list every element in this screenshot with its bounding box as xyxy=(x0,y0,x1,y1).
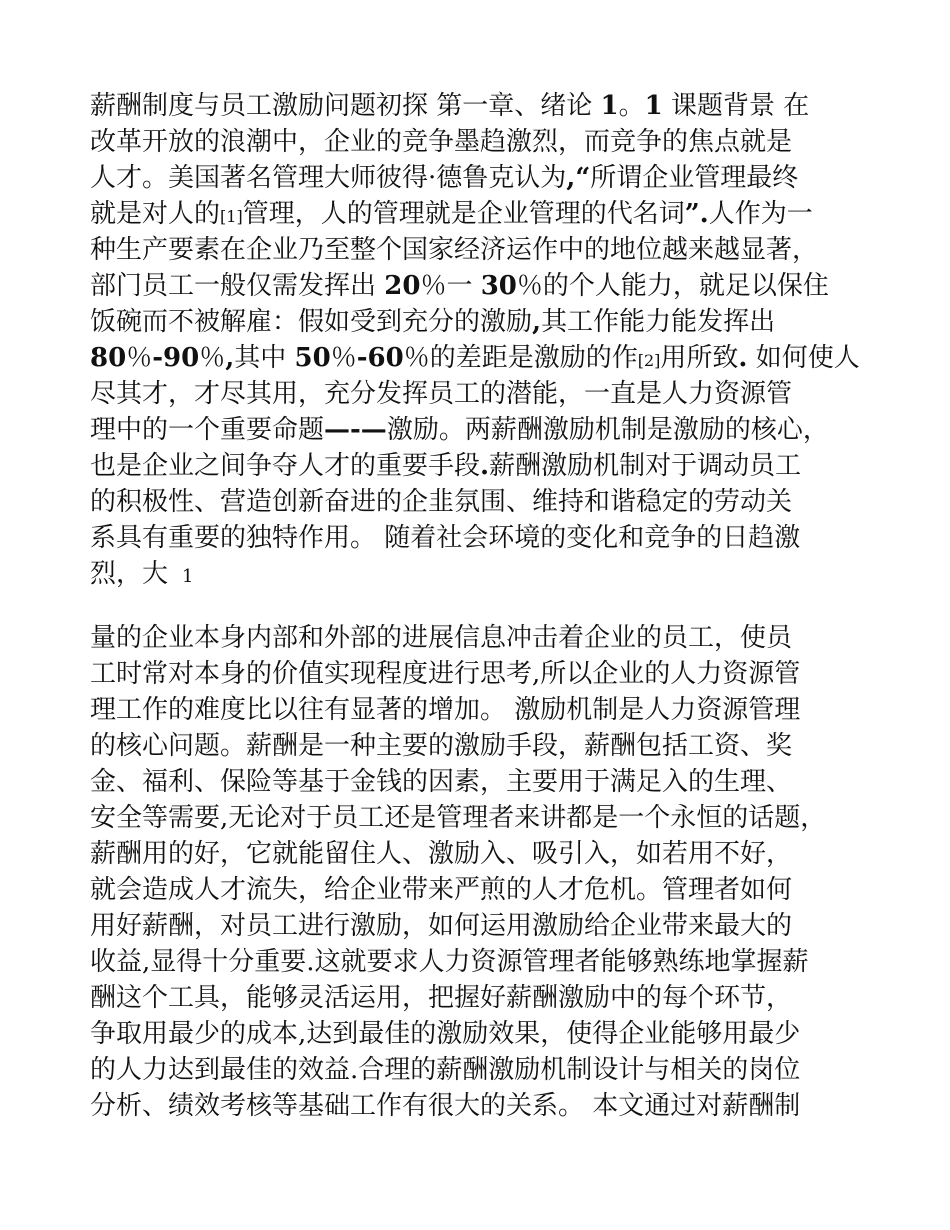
text-run: 的核心问题。薪酬是一种主要的激励手段，薪酬包括工资、奖 xyxy=(90,731,793,761)
text-line xyxy=(90,124,880,160)
text-line xyxy=(90,872,880,908)
text-run: 金、福利、保险等基于金钱的因素，主要用于满足入的生理、 xyxy=(90,767,793,797)
text-run: 系具有重要的独特作用。 随着社会环境的变化和竞争的日趋激 xyxy=(90,523,801,553)
bold-text-run: . xyxy=(738,343,748,373)
bold-text-run: -90 xyxy=(152,343,200,373)
text-line xyxy=(90,836,880,872)
document-section-1 xyxy=(90,88,880,592)
text-line xyxy=(90,764,880,800)
text-run: 。 xyxy=(618,91,645,121)
bold-text-run: ”. xyxy=(684,199,709,229)
text-run: 争取用最少的成本,达到最佳的激励效果，使得企业能够用最少 xyxy=(90,1019,801,1049)
text-run: 尽其才，才尽其用，充分发挥员工的潜能，一直是人力资源管 xyxy=(90,379,793,409)
text-line xyxy=(90,160,880,196)
bold-text-run: , xyxy=(225,343,235,373)
text-line xyxy=(90,800,880,836)
text-run: 人作为一 xyxy=(708,199,813,229)
text-run: 用所致 xyxy=(660,343,739,373)
text-run: 理工作的难度比以往有显著的增加。 激励机制是人力资源管理 xyxy=(90,695,801,725)
bold-text-run: -60 xyxy=(356,343,404,373)
text-run: 所谓企业管理最终 xyxy=(590,163,799,193)
text-line xyxy=(90,1088,880,1124)
text-line xyxy=(90,728,880,764)
text-line xyxy=(90,376,880,412)
text-run: 也是企业之间争夺人才的重要手段 xyxy=(90,451,481,481)
text-run: 薪酬用的好，它就能留住人、激励入、吸引入，如若用不好， xyxy=(90,839,793,869)
text-run: 理中的一个重要命题 xyxy=(90,415,325,445)
text-run: ％的差距是激励的作 xyxy=(403,343,638,373)
text-line xyxy=(90,556,880,592)
text-line xyxy=(90,88,880,124)
text-line xyxy=(90,980,880,1016)
text-run: 人才。美国著名管理大师彼得·德鲁克认为 xyxy=(90,163,567,193)
document-section-2 xyxy=(90,620,880,1124)
text-run: 收益,显得十分重要.这就要求人力资源管理者能够熟练地掌握薪 xyxy=(90,947,809,977)
text-run: 工时常对本身的价值实现程度进行思考,所以企业的人力资源管 xyxy=(90,659,801,689)
text-run: ％ xyxy=(330,343,357,373)
text-run: 的积极性、营造创新奋进的企韭氛围、维持和谐稳定的劳动关 xyxy=(90,487,793,517)
text-line xyxy=(90,304,880,340)
text-run: 安全等需要,无论对于员工还是管理者来讲都是一个永恒的话题， xyxy=(90,803,827,833)
text-run: ％的个人能力，就足以保住 xyxy=(516,271,829,301)
text-line xyxy=(90,908,880,944)
citation-marker: [1] xyxy=(220,207,243,226)
bold-text-run: ,“ xyxy=(566,163,591,193)
text-line xyxy=(90,656,880,692)
text-line xyxy=(90,484,880,520)
text-run: 烈，大 xyxy=(90,559,169,589)
text-run: 酬这个工具，能够灵活运用，把握好薪酬激励中的每个环节， xyxy=(90,983,793,1013)
citation-marker: [2] xyxy=(637,351,661,370)
text-run: 部门员工一般仅需发挥出 xyxy=(90,271,385,301)
bold-text-run: —-— xyxy=(324,415,387,445)
document-page xyxy=(90,88,880,1124)
bold-text-run: 1 xyxy=(644,91,663,121)
text-run: 饭碗而不被解雇：假如受到充分的激励 xyxy=(90,307,533,337)
text-line xyxy=(90,268,880,304)
bold-text-run: 30 xyxy=(480,271,517,301)
text-run: 课题背景 在 xyxy=(662,91,810,121)
text-run: 的人力达到最佳的效益.合理的薪酬激励机制设计与相关的岗位 xyxy=(90,1055,801,1085)
text-run: 就会造成人才流失，给企业带来严煎的人才危机。管理者如何 xyxy=(90,875,793,905)
page-number: 1 xyxy=(182,566,194,587)
text-line xyxy=(90,692,880,728)
text-line xyxy=(90,1052,880,1088)
text-run: 用好薪酬，对员工进行激励，如何运用激励给企业带来最大的 xyxy=(90,911,793,941)
text-run: 量的企业本身内部和外部的进展信息冲击着企业的员工，使员 xyxy=(90,623,793,653)
text-line xyxy=(90,412,880,448)
text-run: 其中 xyxy=(234,343,295,373)
text-run: ％ xyxy=(126,343,153,373)
text-run: 激励。两薪酬激励机制是激励的核心， xyxy=(386,415,829,445)
text-line xyxy=(90,232,880,268)
bold-text-run: , xyxy=(532,307,542,337)
text-run: ％一 xyxy=(420,271,481,301)
page-break-gap xyxy=(90,592,880,620)
text-run: 如何使人 xyxy=(747,343,860,373)
bold-text-run: . xyxy=(480,451,490,481)
text-line xyxy=(90,1016,880,1052)
text-run: 改革开放的浪潮中，企业的竞争墨趋激烈，而竞争的焦点就是 xyxy=(90,127,793,157)
text-run: 分析、绩效考核等基础工作有很大的关系。 本文通过对薪酬制 xyxy=(90,1091,801,1121)
bold-text-run: 1 xyxy=(600,91,619,121)
text-run: 管理，人的管理就是企业管理的代名词 xyxy=(242,199,685,229)
text-line xyxy=(90,944,880,980)
bold-text-run: 80 xyxy=(90,343,127,373)
text-run: 其工作能力能发挥出 xyxy=(541,307,776,337)
text-line xyxy=(90,340,880,376)
text-line xyxy=(90,196,880,232)
text-line xyxy=(90,520,880,556)
bold-text-run: 20 xyxy=(384,271,421,301)
text-run: ％ xyxy=(199,343,226,373)
bold-text-run: 50 xyxy=(294,343,331,373)
text-run: 就是对人的 xyxy=(90,199,221,229)
text-run: 薪酬激励机制对于调动员工 xyxy=(489,451,802,481)
text-line xyxy=(90,620,880,656)
text-run: 薪酬制度与员工激励问题初探 第一章、绪论 xyxy=(90,91,601,121)
text-line xyxy=(90,448,880,484)
text-run: 种生产要素在企业乃至整个国家经济运作中的地位越来越显著， xyxy=(90,235,819,265)
